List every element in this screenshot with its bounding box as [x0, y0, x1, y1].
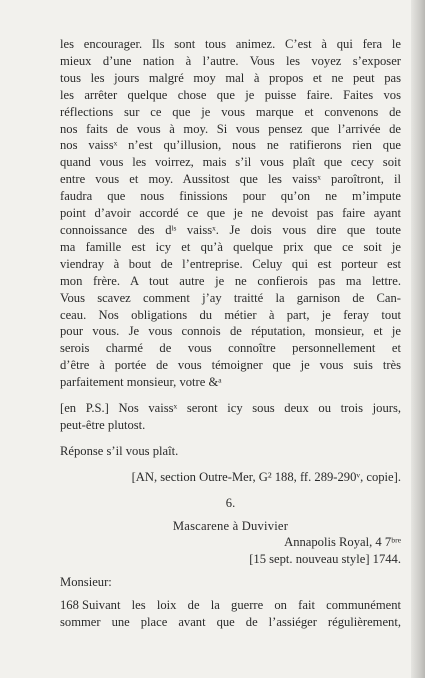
- document-number: 6.: [225, 495, 236, 510]
- place-date: Annapolis Royal, 4 7ᵇʳᵉ: [284, 535, 401, 550]
- letter-opening: [60, 597, 401, 631]
- salutation: Monsieur:: [60, 575, 112, 590]
- text-line: Vous scavez comment j’ay traitté la garnison de Can-: [60, 290, 401, 305]
- letter-body: [60, 36, 401, 391]
- text-line: faudra que nous finissions pour qu’on ne m’impute: [60, 189, 401, 204]
- text-line: quand vous les voirrez, mais s’il vous plaît que cecy soit: [60, 155, 401, 170]
- text-line: mieux d’une nation à l’autre. Vous les voyez s’exposer: [60, 53, 401, 68]
- text-line: sommer une place avant que de l’assiéger régulièrement,: [60, 615, 401, 630]
- text-line: viendray à bout de l’entreprise. Celuy qui est porteur est: [60, 256, 401, 271]
- source-reference: [AN, section Outre-Mer, G² 188, ff. 289-290ᵛ, copie].: [131, 469, 401, 484]
- document-title: Mascarene à Duvivier: [172, 518, 289, 533]
- text-line: d’être à portée de vous témoigner que je vous suis très: [60, 358, 401, 373]
- page-number: 168: [60, 598, 79, 612]
- text-line: Suivant les loix de la guerre on fait communément: [82, 598, 401, 613]
- text-line: tous les jours malgré moy mal à propos et ne peut pas: [60, 70, 401, 85]
- text-line: parfaitement monsieur, votre &ᵃ: [60, 375, 222, 390]
- text-line: pour vous. Je vous connois de réputation, monsieur, et je: [60, 324, 401, 339]
- text-line: nos vaissˣ n’est qu’illusion, nous ne ratifierons rien que: [60, 138, 401, 153]
- text-line: mon frère. A tout autre je ne confierois pas ma lettre.: [60, 273, 401, 288]
- postscript: [60, 400, 401, 434]
- text-line: réflections sur ce que je vous marque et convenons de: [60, 104, 401, 119]
- page-edge-shadow: [411, 0, 425, 678]
- page-text: [60, 36, 401, 631]
- date-note: [15 sept. nouveau style] 1744.: [249, 552, 401, 567]
- text-line: les encourager. Ils sont tous animez. C’est à qui fera le: [60, 37, 401, 51]
- text-line: les arrêter quelque chose que je puisse faire. Faites vos: [60, 87, 401, 102]
- text-line: connoissance des dˡˢ vaissˣ. Je dois vous dire que toute: [60, 222, 401, 237]
- text-line: peut-être plutost.: [60, 417, 146, 432]
- text-line: entre vous et moy. Aussitost que les vaissˣ paroîtront, il: [60, 172, 401, 187]
- text-line: [en P.S.] Nos vaissˣ seront icy sous deux ou trois jours,: [60, 401, 401, 416]
- reply-request: Réponse s’il vous plaît.: [60, 443, 179, 458]
- text-line: nos faits de vous à moy. Si vous pensez que l’arrivée de: [60, 121, 401, 136]
- text-line: point d’avoir accordé ce que je ne devoist pas faire ayant: [60, 206, 401, 221]
- text-line: ma famille est icy et qu’à quelque prix que ce soit je: [60, 239, 401, 254]
- text-line: ceau. Nos obligations du métier à part, je feray tout: [60, 307, 401, 322]
- text-line: serois charmé de vous connoître personnellement et: [60, 341, 401, 356]
